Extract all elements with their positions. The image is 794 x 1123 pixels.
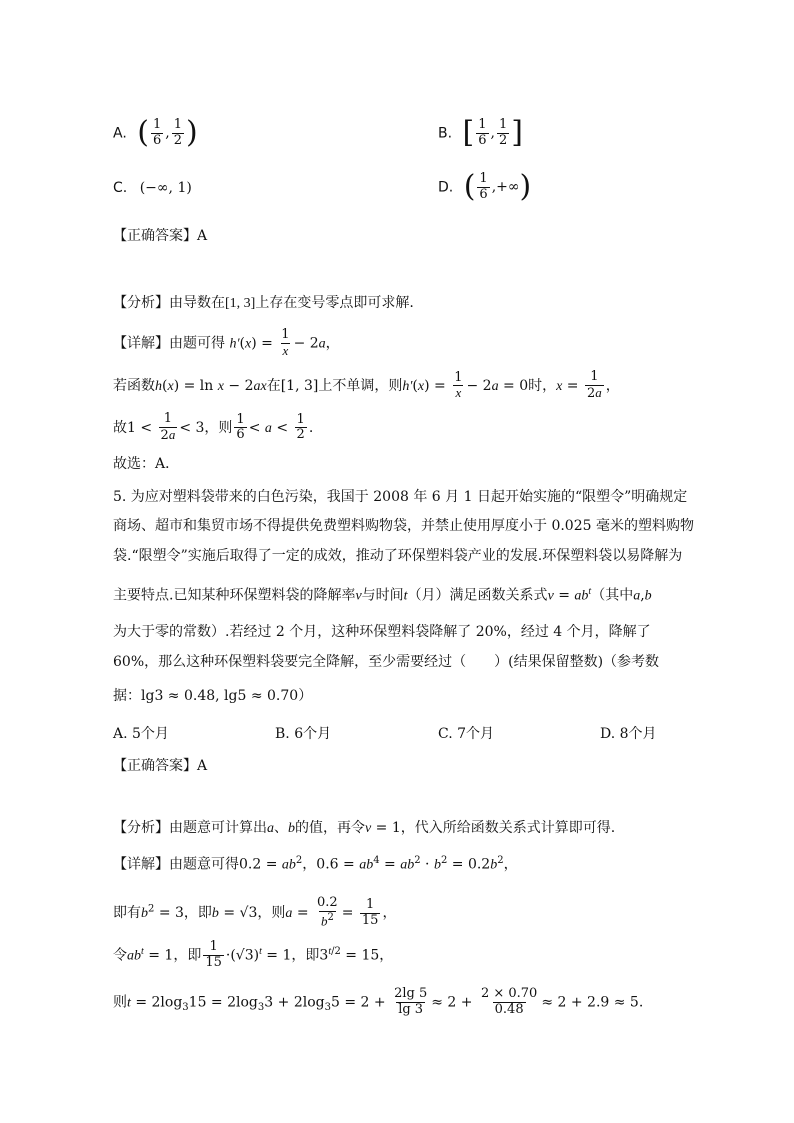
line3-pre: 故 — [113, 419, 127, 436]
q5-line4: 主要特点.已知某种环保塑料袋的降解率v与时间t（月）满足函数关系式$v = ab^t$（其中a,b — [113, 586, 652, 604]
q5-analysis: 【分析】由题意可计算出a、b的值，再令v = 1，代入所给函数关系式计算即可得. — [113, 820, 616, 836]
line2-mid: 在 — [266, 377, 281, 394]
line7-pre: 据： — [113, 688, 141, 704]
line2-mid2: 上不单调，则 — [318, 377, 403, 394]
option-b-label: B. — [438, 125, 453, 142]
q5-analysis-post: ，代入所给函数关系式计算即可得. — [400, 820, 616, 836]
line3-mid: ，则 — [204, 419, 233, 436]
line7-post: ） — [298, 688, 313, 704]
interval: [1, 3] — [225, 296, 256, 311]
q5-option-a: A. 5个月 — [113, 726, 169, 742]
analysis-text-end: 上存在变号零点即可求解. — [255, 295, 414, 311]
q5-analysis-mid2: 的值，再令 — [295, 820, 365, 836]
q5-detail-line1: 【详解】由题意可得$0.2 = ab^2$，$0.6 = ab^4 = ab^2 \cdot b^2 = 0.2b^2$， — [113, 855, 518, 873]
analysis-text: 由导数在 — [169, 295, 225, 311]
q5-detail-tag: 【详解】 — [113, 856, 169, 873]
q4-analysis — [113, 295, 414, 313]
line7-data: lg3 ≈ 0.48, lg5 ≈ 0.70 — [141, 688, 299, 704]
line2-interval: [1, 3] — [280, 377, 319, 394]
q5-detail-pre: 由题意可得 — [169, 856, 239, 873]
s4-pre: 则 — [113, 994, 127, 1011]
s2-mid2: ，则 — [257, 905, 286, 922]
q5-answer: 【正确答案】A — [113, 758, 208, 774]
line2-pre: 若函数 — [113, 377, 155, 394]
q5-line5: 为大于零的常数）.若经过 2 个月，这种环保塑料袋降解了 20%，经过 4 个月，降解了 — [113, 624, 651, 640]
line4-mid2: （月）满足函数关系式 — [407, 587, 548, 604]
option-a-label: A. — [113, 125, 127, 142]
q5-analysis-tag: 【分析】 — [113, 820, 169, 836]
detail-text: 由题可得 — [169, 335, 225, 352]
q5-line6: 60%，那么这种环保塑料袋要完全降解，至少需要经过（ ）(结果保留整数)（参考数 — [113, 654, 660, 670]
q5-analysis-pre: 由题意可计算出 — [169, 820, 267, 836]
option-d — [438, 169, 532, 205]
s2-pre: 即有 — [113, 905, 141, 922]
q4-detail-line2: 若函数h(x) = ln x − 2ax在[1, 3]上不单调，则h′(x) = $\frac{1}{x}$ − 2a = 0时，x = $\frac{1}{2a}$ ， — [113, 369, 620, 401]
s3-mid: ，即 — [173, 947, 202, 964]
option-a-value: ( $\frac{1}{6}$ , $\frac{1}{2}$ ) — [137, 115, 198, 151]
q5-line1: 5. 为应对塑料袋带来的白色污染，我国于 2008 年 6 月 1 日起开始实施的“限塑令”明确规定 — [113, 489, 688, 505]
q5-option-b: B. 6个月 — [275, 726, 332, 742]
line4-mid: 与时间 — [361, 587, 404, 604]
q5-line7 — [113, 688, 312, 705]
option-c — [113, 180, 192, 197]
s2-mid: ，即 — [183, 905, 212, 922]
option-a — [113, 115, 198, 151]
line4-pre: 主要特点.已知某种环保塑料袋的降解率 — [113, 587, 356, 604]
analysis-tag: 【分析】 — [113, 295, 169, 311]
q5-detail-line2: 即有$b^2 = 3$，即b = √3，则a = $\frac{0.2}{b^2}$ = $\frac{1}{15}$ ， — [113, 895, 397, 929]
line4-post: （其中 — [591, 587, 634, 604]
s3-pre: 令 — [113, 947, 127, 964]
option-c-value: (−∞, 1) — [139, 180, 192, 196]
option-b-value: [ $\frac{1}{6}$ , $\frac{1}{2}$ ] — [462, 115, 523, 151]
q5-option-c: C. 7个月 — [438, 726, 495, 742]
q5-line3: 袋.“限塑令”实施后取得了一定的成效，推动了环保塑料袋产业的发展.环保塑料袋以易降解为 — [113, 548, 683, 564]
q4-detail-line1: 【详解】由题可得 h′(x) = $\frac{1}{x}$ − 2a， — [113, 327, 340, 358]
s3-mid2: ，即 — [291, 947, 320, 964]
q5-line2: 商场、超市和集贸市场不得提供免费塑料购物袋，并禁止使用厚度小于 0.025 毫米的塑料购物 — [113, 518, 694, 534]
q5-option-d: D. 8个月 — [600, 726, 657, 742]
option-d-value: ( $\frac{1}{6}$ ,+∞) — [463, 169, 532, 205]
option-d-label: D. — [438, 179, 454, 196]
detail-tag: 【详解】 — [113, 335, 169, 352]
q5-analysis-mid: 、 — [274, 820, 288, 836]
q4-detail-line3: 故1 < $\frac{1}{2a}$ < 3，则 $\frac{1}{6}$ < a < $\frac{1}{2}$ . — [113, 411, 314, 443]
q5-detail-line3: 令$ab^t = 1$，即 $\frac{1}{15}$ $\cdot(√3)^t = 1$，即$3^{t/2} = 15$， — [113, 939, 394, 970]
line2-mid3: 时， — [528, 377, 557, 394]
q4-choose: 故选：A． — [113, 456, 180, 472]
q5-detail-line4: 则$t = 2\log_315 = 2\log_33 + 2\log_35 = 2$ + $\frac{2\lg 5}{\lg 3}$ ≈ 2 + $\frac{2 \times 0.70}{0.48}$ ≈ 2 + 2.9 ≈ 5. — [113, 986, 644, 1017]
option-c-label: C. — [113, 180, 128, 196]
q4-answer: 【正确答案】A — [113, 228, 208, 244]
option-b — [438, 115, 523, 151]
